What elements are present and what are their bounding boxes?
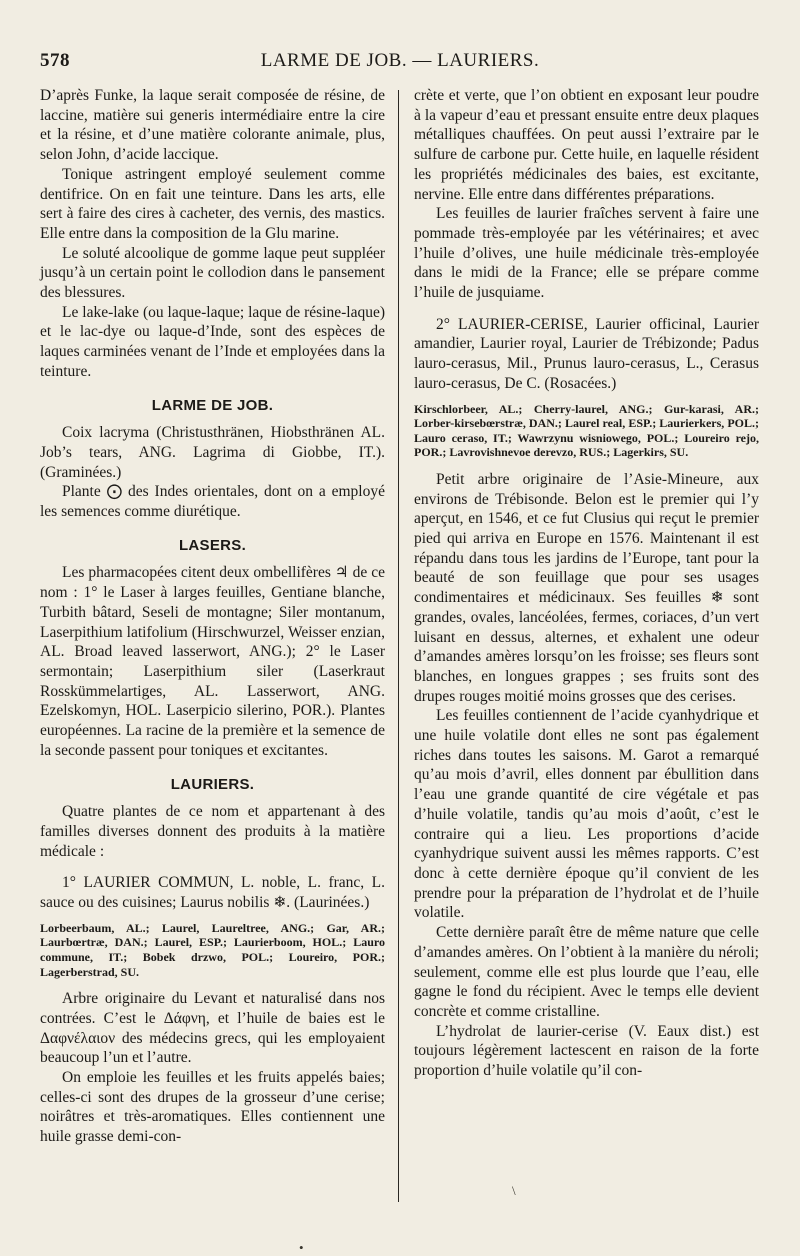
paragraph: Les feuilles de laurier fraîches servent à faire une pommade très-employée par les vétérinaires; et avec l’huile d’olives, une huile médicinale très-employée dans le midi de la France; elle se prépare comme l’huile de jusquiame.: [414, 205, 759, 302]
running-header: [40, 50, 760, 76]
paragraph: On emploie les feuilles et les fruits appelés baies; celles-ci sont des drupes de la grosseur d’une cerise; noirâtres et très-aromatiques. Elles contiennent une huile grasse demi-con-: [40, 1068, 385, 1146]
section-heading-lauriers: LAURIERS.: [170, 775, 255, 793]
paragraph: Les feuilles contiennent de l’acide cyanhydrique et une huile volatile dont elles ne sont pas également riches dans toutes les saisons. M. Garot a remarqué qu’au mois d’avril, elles donnent par ébullition dans l’eau une grande quantité de cire végétale et pas d’huile volatile, tandis qu’au mois d’août, c’est le contraire qui a lieu. Les proportions d’acide cyanhydrique suivent aussi les mêmes rapports. C’est donc à cette dernière époque qu’il convient de les prendre pour la préparation de l’hydrolat et de l’huile volatile.: [414, 707, 759, 922]
paragraph: Le lake-lake (ou laque-laque; laque de résine-laque) et le lac-dye ou laque-d’Inde, sont des espèces de laques carminées venant de l’Inde et employées dans la teinture.: [40, 303, 385, 380]
foreign-names-list: Kirschlorbeer, AL.; Cherry-laurel, ANG.; Gur-karasi, AR.; Lorber-kirsebœrstræ, DAN.; Laurel real, ESP.; Laurierkers, POL.; Lauro ceraso, IT.; Wawrzynu wisniowego, POL.; Loureiro rejo, POR.; Lavrovishnevoe derevzo, RUS.; Lagerkirs, SU.: [414, 401, 759, 460]
paragraph: Quatre plantes de ce nom et appartenant à des familles diverses donnent des produits à la matière médicale :: [40, 803, 385, 860]
scan-mark: •: [299, 1240, 304, 1255]
left-column: [40, 86, 385, 1147]
paragraph: Cette dernière paraît être de même nature que celle d’amandes amères. On l’obtient à la manière du néroli; seulement, comme elle est plus lourde que l’eau, elle gagne le fond du récipient. Avec le temps elle devient concrète et comme cristalline.: [414, 924, 759, 1020]
entry-laurier-commun: 1° LAURIER COMMUN, L. noble, L. franc, L. sauce ou des cuisines; Laurus nobilis ❄. (Laurinées.): [40, 874, 385, 912]
column-divider: [398, 90, 399, 1202]
paragraph: Petit arbre originaire de l’Asie-Mineure, aux environs de Trébisonde. Belon est le premier qui l’y aperçut, en 1546, et ce fut Clusius qui reçut le premier pied qui arriva en Europe en 1576. Maintenant il est répandu dans tous les jardins de l’Europe, tant pour la beauté de son feuillage que pour ses usages condimentaires et médicinaux. Ses feuilles ❄ sont grandes, ovales, lancéolées, fermes, coriaces, d’un vert luisant en dessus, alternes, et exhalent une odeur d’amandes amères lorsqu’on les froisse; ses fleurs sont blanches, en longues grappes ; ses fruits sont des drupes rouges moitié moins grosses que des cerises.: [414, 470, 759, 705]
entry-laurier-cerise: 2° LAURIER-CERISE, Laurier officinal, Laurier amandier, Laurier royal, Laurier de Trébizonde; Padus lauro-cerasus, Mil., Prunus lauro-cerasus, L., Cerasus lauro-cerasus, De C. (Rosacées.): [414, 315, 759, 392]
paragraph: Plante ⨀ des Indes orientales, dont on a employé les semences comme diurétique.: [40, 483, 385, 521]
section-heading-larme-de-job: LARME DE JOB.: [151, 396, 274, 414]
synonyms-paragraph: Coix lacryma (Christusthränen, Hiobsthränen AL. Job’s tears, ANG. Lagrima di Giobbe, IT.). (Graminées.): [40, 424, 385, 481]
foreign-names-list: Lorbeerbaum, AL.; Laurel, Laureltree, ANG.; Gar, AR.; Laurbœrtræ, DAN.; Laurel, ESP.; Laurierboom, HOL.; Lauro commune, IT.; Bobek drzwo, POL.; Loureiro, POR.; Lagerberstrad, SU.: [40, 920, 385, 979]
running-title: LARME DE JOB. — LAURIERS.: [260, 50, 540, 71]
paragraph: L’hydrolat de laurier-cerise (V. Eaux dist.) est toujours légèrement lactescent en raison de la forte proportion d’huile volatile qu’il con-: [414, 1022, 759, 1080]
section-heading-lasers: LASERS.: [178, 536, 247, 554]
paragraph: Tonique astringent employé seulement comme dentifrice. On en fait une teinture. Dans les arts, elle sert à faire des cires à cacheter, des vernis, des mastics. Elle entre dans la composition de la Glu marine.: [40, 165, 385, 242]
scan-mark: \: [512, 1183, 516, 1198]
paragraph: Arbre originaire du Levant et naturalisé dans nos contrées. C’est le Δάφνη, et l’huile de baies est le Δαφνέλαιον des médecins grecs, qui les employaient beaucoup l’un et l’autre.: [40, 990, 385, 1067]
paragraph: crète et verte, que l’on obtient en exposant leur poudre à la vapeur d’eau et pressant ensuite entre deux plaques métalliques chauffées. On peut aussi l’extraire par le sulfure de carbone pur. Cette huile, en laquelle résident les propriétés médicinales des baies, est excitante, nervine. Elle entre dans différentes préparations.: [414, 87, 759, 203]
paragraph: Les pharmacopées citent deux ombellifères ♃ de ce nom : 1° le Laser à larges feuilles, Gentiane blanche, Turbith bâtard, Seseli de montagne; Siler montanum, Laserpithium latifolium (Hirschwurzel, Weisser enzian, AL. Broad leaved lasserwort, ANG.); 2° le Laser sermontain; Laserpithium siler (Laserkraut Rosskümmelartiges, AL. Lasserwort, ANG. Ezelskomyn, HOL. Laserpicio silerino, POR.). Plantes européennes. La racine de la première et la semence de la seconde passent pour toniques et excitantes.: [40, 564, 385, 759]
paragraph: Le soluté alcoolique de gomme laque peut suppléer jusqu’à un certain point le collodion dans le pansement des blessures.: [40, 244, 385, 302]
paragraph: D’après Funke, la laque serait composée de résine, de laccine, matière sui generis intermédiaire entre la cire et la résine, et d’une matière colorante animale, plus, selon John, d’acide laccique.: [40, 87, 385, 164]
page-number: 578: [40, 50, 70, 71]
right-column: [414, 86, 759, 1081]
